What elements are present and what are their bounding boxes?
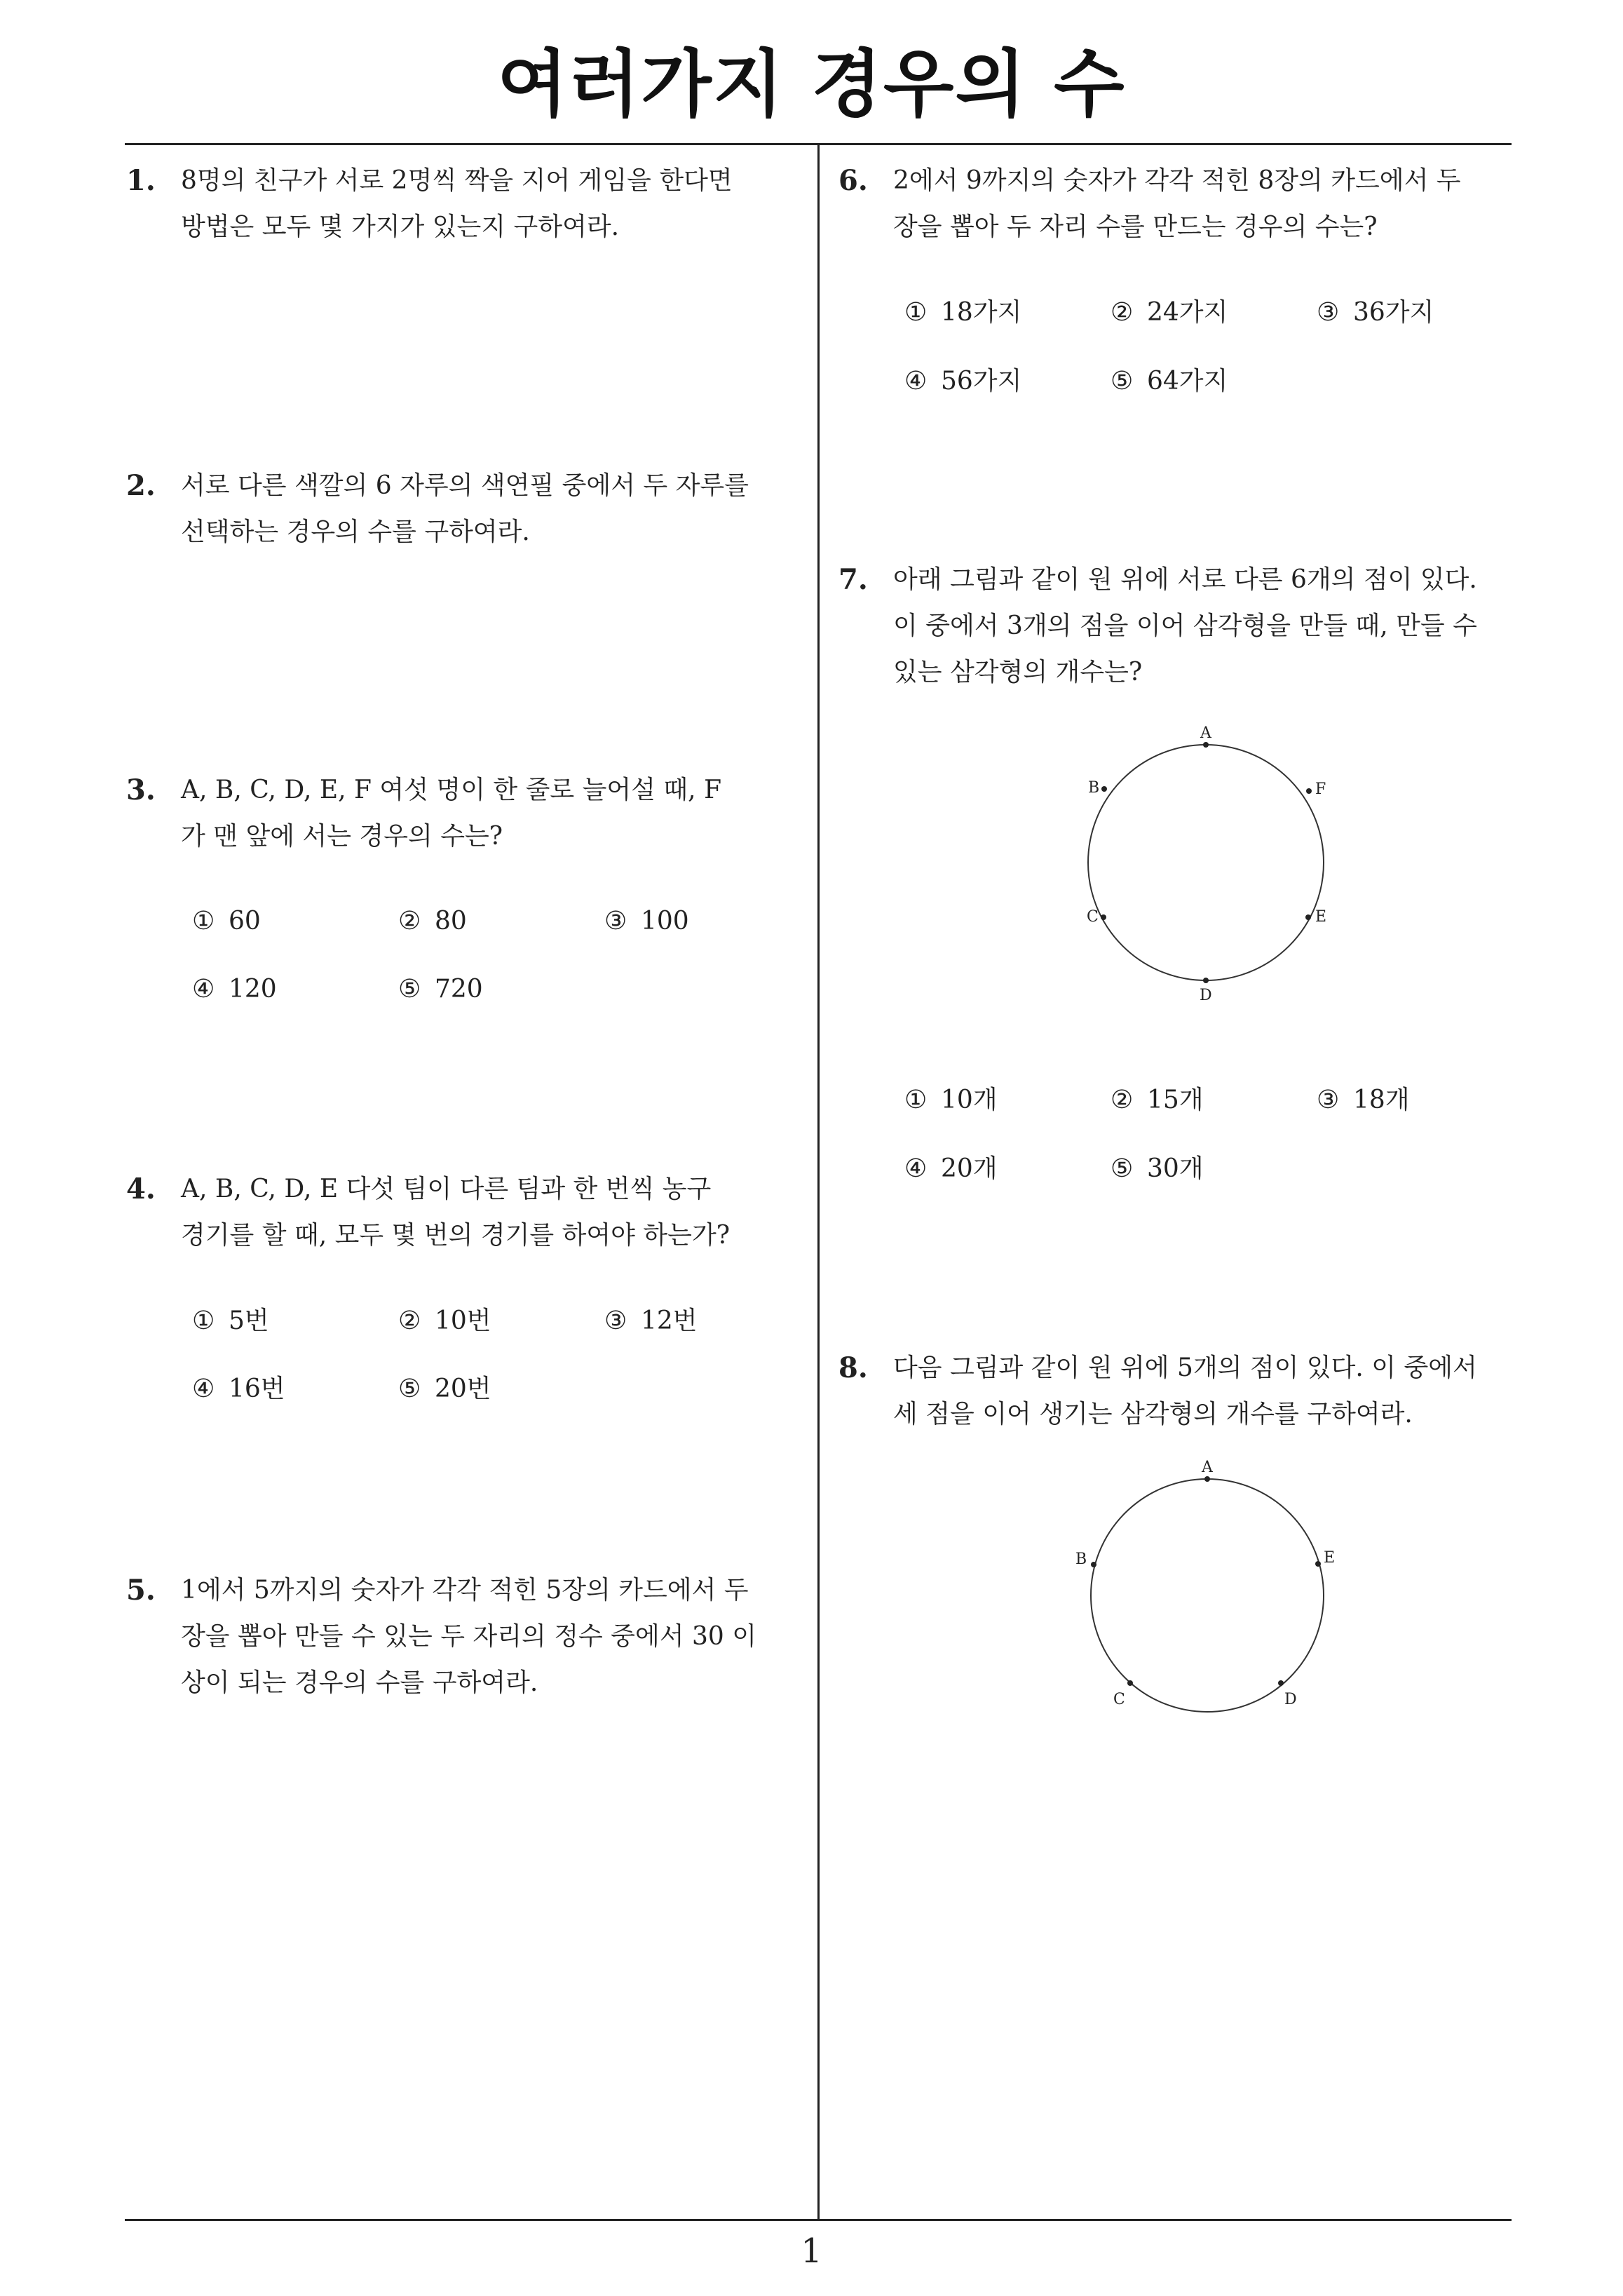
question-text: 1에서 5까지의 숫자가 각각 적힌 5장의 카드에서 두 장을 뽑아 만들 수 있는 두 자리의 정수 중에서 30 이 상이 되는 경우의 수를 구하여라. — [181, 1576, 756, 1697]
answer-option-2[interactable]: ② 80 — [398, 907, 467, 936]
answer-option-5[interactable]: ⑤ 20번 — [398, 1375, 491, 1403]
question-text: 다음 그림과 같이 원 위에 5개의 점이 있다. 이 중에서 세 점을 이어 생기는 삼각형의 개수를 구하여라. — [893, 1353, 1477, 1429]
point-label-d: D — [1200, 987, 1212, 1004]
answer-option-3[interactable]: ③ 100 — [604, 907, 689, 936]
point-label-f: F — [1315, 781, 1326, 798]
question-text: A, B, C, D, E 다섯 팀이 다른 팀과 한 번씩 농구 경기를 할 때, 모두 몇 번의 경기를 하여야 하는가? — [181, 1175, 731, 1250]
point-label-b: B — [1075, 1551, 1087, 1568]
answer-option-2[interactable]: ② 15개 — [1111, 1086, 1204, 1114]
question-number: 3. — [126, 774, 156, 806]
answer-option-4[interactable]: ④ 20개 — [904, 1154, 998, 1183]
question-number: 7. — [838, 563, 868, 596]
answer-option-5[interactable]: ⑤ 720 — [398, 975, 483, 1004]
answer-option-1[interactable]: ① 60 — [192, 907, 261, 936]
column-divider — [817, 143, 820, 2221]
question-number: 4. — [126, 1173, 156, 1206]
question-text: 2에서 9까지의 숫자가 각각 적힌 8장의 카드에서 두 장을 뽑아 두 자리 수를 만드는 경우의 수는? — [893, 166, 1461, 241]
point-a — [1203, 742, 1209, 748]
point-label-e: E — [1315, 908, 1327, 926]
answer-option-4[interactable]: ④ 16번 — [192, 1375, 285, 1403]
point-label-c: C — [1113, 1691, 1125, 1708]
question-number: 2. — [126, 469, 156, 502]
question-text: A, B, C, D, E, F 여섯 명이 한 줄로 늘어설 때, F 가 맨 앞에 서는 경우의 수는? — [181, 776, 722, 851]
answer-option-4[interactable]: ④ 56가지 — [904, 367, 1022, 396]
answer-option-2[interactable]: ② 24가지 — [1111, 298, 1228, 327]
answer-option-3[interactable]: ③ 36가지 — [1317, 298, 1434, 327]
point-a — [1204, 1476, 1210, 1482]
page-title: 여러가지 경우의 수 — [497, 41, 1126, 127]
point-label-a: A — [1202, 1459, 1213, 1476]
question-number: 6. — [838, 164, 868, 197]
point-f — [1306, 788, 1312, 794]
bottom-divider — [125, 2219, 1512, 2221]
answer-option-1[interactable]: ① 18가지 — [904, 298, 1022, 327]
question-number: 5. — [126, 1574, 156, 1607]
question-number: 1. — [126, 164, 156, 197]
point-c — [1101, 914, 1106, 920]
circle-figure-five-points — [1052, 1452, 1374, 1732]
point-label-d: D — [1284, 1691, 1297, 1708]
answer-option-3[interactable]: ③ 18개 — [1317, 1086, 1410, 1114]
answer-option-3[interactable]: ③ 12번 — [604, 1306, 698, 1335]
question-number: 8. — [838, 1351, 868, 1384]
answer-option-1[interactable]: ① 5번 — [192, 1306, 269, 1335]
question-text: 8명의 친구가 서로 2명씩 짝을 지어 게임을 한다면 방법은 모두 몇 가지가 있는지 구하여라. — [181, 166, 733, 241]
point-b — [1091, 1562, 1096, 1567]
point-e — [1305, 914, 1311, 920]
page-number: 1 — [801, 2231, 822, 2271]
answer-option-4[interactable]: ④ 120 — [192, 975, 277, 1004]
point-d — [1278, 1680, 1284, 1686]
question-text: 아래 그림과 같이 원 위에 서로 다른 6개의 점이 있다. 이 중에서 3개의 점을 이어 삼각형을 만들 때, 만들 수 있는 삼각형의 개수는? — [893, 565, 1477, 687]
point-c — [1127, 1680, 1133, 1686]
answer-option-5[interactable]: ⑤ 64가지 — [1111, 367, 1228, 396]
answer-option-2[interactable]: ② 10번 — [398, 1306, 491, 1335]
point-label-e: E — [1324, 1549, 1336, 1567]
point-b — [1101, 786, 1107, 792]
answer-option-5[interactable]: ⑤ 30개 — [1111, 1154, 1204, 1183]
question-text: 서로 다른 색깔의 6 자루의 색연필 중에서 두 자루를 선택하는 경우의 수를 구하여라. — [181, 471, 749, 546]
point-e — [1315, 1561, 1321, 1567]
point-label-b: B — [1088, 779, 1100, 797]
point-d — [1203, 978, 1209, 983]
circle-figure-six-points — [1052, 708, 1360, 1017]
point-label-c: C — [1087, 908, 1099, 926]
point-label-a: A — [1200, 724, 1211, 742]
answer-option-1[interactable]: ① 10개 — [904, 1086, 998, 1114]
